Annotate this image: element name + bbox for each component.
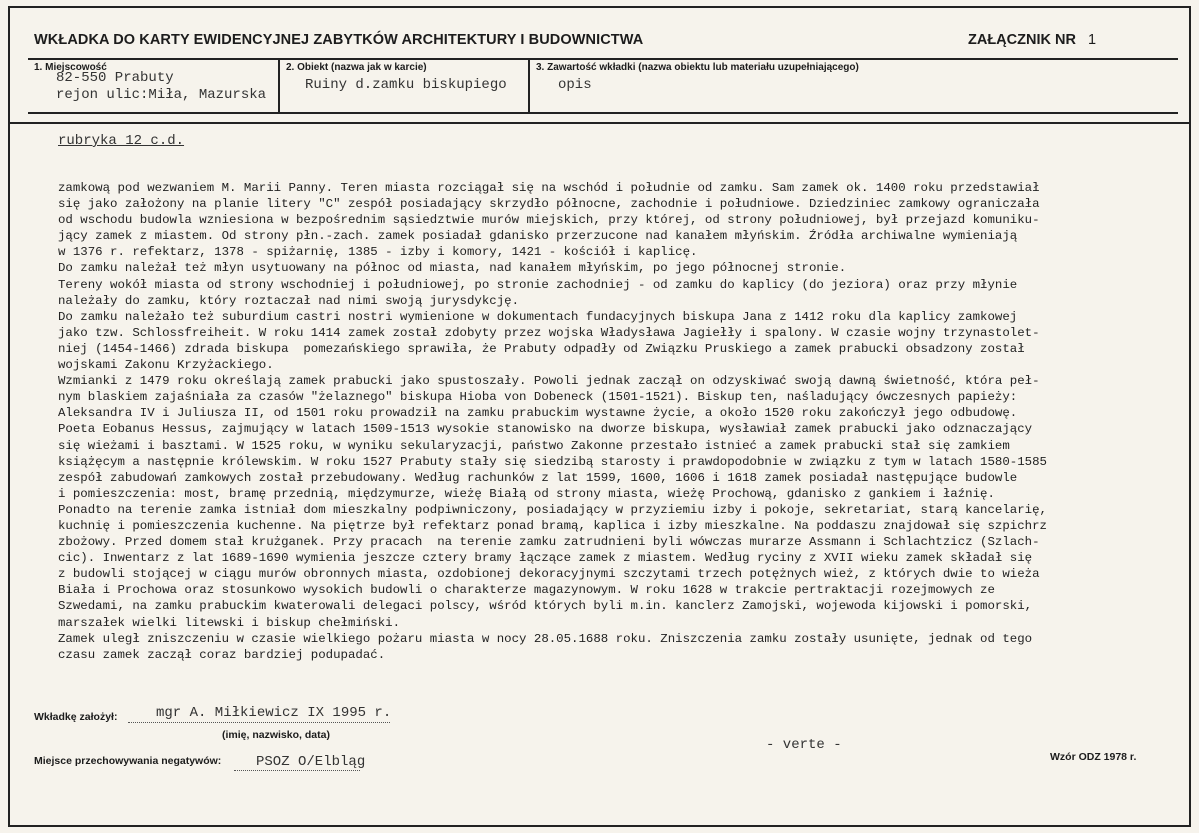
annex-number: 1 xyxy=(1087,32,1097,48)
body-line: się wieżami i basztami. W 1525 roku, w wyniku sekularyzacji, państwo Zakonne przestało istnieć a zamek prabucki stał się zamkiem xyxy=(58,438,1010,453)
body-line: Ponadto na terenie zamka istniał dom mieszkalny podpiwniczony, posiadający w przyziemiu izby i pokoje, sekretariat, starą kancelarię, xyxy=(58,502,1047,517)
field-divider-1 xyxy=(278,58,280,113)
body-line: cic). Inwentarz z lat 1689-1690 wymienia jeszcze cztery bramy łączące zamek z miastem. Według ryciny z XVII wieku zamek składał się xyxy=(58,551,1033,566)
form-title: WKŁADKA DO KARTY EWIDENCYJNEJ ZABYTKÓW ARCHITEKTURY I BUDOWNICTWA xyxy=(34,32,644,48)
body-line: marszałek wielki litewski i biskup chełmiński. xyxy=(58,615,401,630)
body-line: wojskami Zakonu Krzyżackiego. xyxy=(58,358,274,373)
object-label: 2. Obiekt (nazwa jak w karcie) xyxy=(286,62,427,73)
body-line: zespół zabudowań zamkowych został przebudowany. Według rachunków z lat 1599, 1600, 1606 i 1618 zamek posiadał następujące budowle xyxy=(58,470,1018,485)
location-line-2: rejon ulic:Miła, Mazurska xyxy=(56,87,267,103)
body-line: i pomieszczenia: most, bramę przednią, międzymurze, wieżę Białą od strony miasta, wieżę Prochową, gdanisko z gankiem i łaźnię. xyxy=(58,486,995,501)
author-hint: (imię, nazwisko, data) xyxy=(222,729,330,741)
field-divider-2 xyxy=(528,58,530,113)
body-line: Poeta Eobanus Hessus, zajmujący w latach 1509-1513 wysokie stanowisko na dworze biskupa, wysławiał zamek prabucki jako odznaczający xyxy=(58,422,1033,437)
object-value: Ruiny d.zamku biskupiego xyxy=(305,77,507,93)
body-line: Aleksandra IV i Juliusza II, od 1501 roku prowadził na zamku prabuckim wystawne życie, a około 1520 roku zakończył jego odbudowę. xyxy=(58,406,1018,421)
body-line: Biała i Prochowa oraz stosunkowo wysokich budowli o charakterze magazynowym. W roku 1628 w trakcie pertraktacji rozejmowych ze xyxy=(58,583,995,598)
body-line: zamkową pod wezwaniem M. Marii Panny. Teren miasta rozciągał się na wschód i południe od zamku. Sam zamek ok. 1400 roku przedstawiał xyxy=(58,181,1040,195)
negatives-label: Miejsce przechowywania negatywów: xyxy=(34,755,222,767)
fields-bottom-rule xyxy=(28,112,1178,114)
author-label: Wkładkę założył: xyxy=(34,711,118,723)
body-line: kuchnię i pomieszczenia kuchenne. Na piętrze był refektarz ponad bramą, kaplica i izby mieszkalne. Na poddaszu znajdował się szpichrz xyxy=(58,518,1047,533)
negatives-value: PSOZ O/Elbląg xyxy=(256,754,366,770)
body-line: niej (1454-1466) zdrada biskupa pomezańskiego sprawiła, że Prabuty odpadły od Związku Pruskiego a zamek prabucki obsadzony został xyxy=(58,341,1025,356)
body-line: Wzmianki z 1479 roku określają zamek prabucki jako spustoszały. Powoli jednak zaczął on odzyskiwać swoją dawną świetność, która peł- xyxy=(58,374,1040,389)
body-line: Do zamku należało też suburdium castri nostri wymienione w dokumentach fundacyjnych biskupa Jana z 1412 roku dla kaplicy zamkowej xyxy=(58,309,1018,324)
body-line: się jako założony na planie litery "C" zespół posiadający skrzydło północne, zachodnie i południowe. Dziedziniec zamkowy ograniczała xyxy=(58,197,1040,212)
form-reference: Wzór ODZ 1978 r. xyxy=(1050,751,1137,763)
location-line-1: 82-550 Prabuty xyxy=(56,70,174,86)
section-rule xyxy=(8,122,1191,124)
body-line: zbożowy. Przed domem stał krużganek. Przy pracach na terenie zamku zatrudnieni byli wówczas murarze Assmann i Schlachtzicz (Szlach- xyxy=(58,535,1040,550)
header-rule xyxy=(28,58,1178,60)
body-line: od wschodu budowla wzniesiona w bezpośrednim sąsiedztwie murów miejskich, przy której, od strony południowej, był przejazd komuniku- xyxy=(58,213,1040,228)
location-label: 1. Miejscowość xyxy=(34,62,107,73)
body-line: nym blaskiem zajaśniała za czasów "żelaznego" biskupa Hioba von Dobeneck (1501-1521). Biskup ten, naśladujący ówczesnych papieży: xyxy=(58,390,1018,405)
negatives-line xyxy=(234,770,360,771)
author-value: mgr A. Miłkiewicz IX 1995 r. xyxy=(156,705,392,721)
author-line xyxy=(128,722,390,723)
verte-note: - verte - xyxy=(766,737,842,753)
annex-label: ZAŁĄCZNIK NR xyxy=(968,32,1076,48)
body-line: jący zamek z miastem. Od strony płn.-zach. zamek posiadał gdanisko przerzucone nad kanałem młyńskim. Źródła archiwalne wymieniają xyxy=(58,229,1018,244)
annex-heading xyxy=(968,32,1096,48)
rubric-heading: rubryka 12 c.d. xyxy=(58,133,185,149)
body-line: Tereny wokół miasta od strony wschodniej i południowej, po stronie zachodniej - od zamku do kaplicy (do jeziora) oraz przy młynie xyxy=(58,277,1018,292)
body-line: należały do zamku, który roztaczał nad nimi swoją jurysdykcję. xyxy=(58,293,520,308)
body-line: książęcym a następnie królewskim. W roku 1527 Prabuty stały się siedzibą starosty i prawdopodobnie w związku z tym w latach 1580-1585 xyxy=(58,454,1047,469)
body-line: Szwedami, na zamku prabuckim kwaterowali delegaci polscy, wśród których byli m.in. kanclerz Zamojski, wojewoda kijowski i pomorski, xyxy=(58,599,1033,614)
contents-label: 3. Zawartość wkładki (nazwa obiektu lub materiału uzupełniającego) xyxy=(536,62,859,73)
body-line: Zamek uległ zniszczeniu w czasie wielkiego pożaru miasta w nocy 28.05.1688 roku. Zniszczenia zamku zostały usunięte, jednak od tego xyxy=(58,631,1033,646)
body-line: Do zamku należał też młyn usytuowany na północ od miasta, nad kanałem młyńskim, po jego północnej stronie. xyxy=(58,261,847,276)
body-line: z budowli stojącej w ciągu murów obronnych miasta, ozdobionej dekoracyjnymi szczytami trzech potężnych wież, z których dwie to wieża xyxy=(58,567,1040,582)
location-value xyxy=(56,70,266,104)
body-line: czasu zamek zaczął coraz bardziej podupadać. xyxy=(58,647,386,662)
body-line: jako tzw. Schlossfreiheit. W roku 1414 zamek został zdobyty przez wojska Władysława Jagiełły i spalony. W czasie wojny trzynastolet- xyxy=(58,325,1040,340)
body-text xyxy=(58,180,1148,663)
body-line: w 1376 r. refektarz, 1378 - spiżarnię, 1385 - izby i komory, 1421 - kościół i kaplicę. xyxy=(58,245,698,260)
contents-value: opis xyxy=(558,77,592,93)
